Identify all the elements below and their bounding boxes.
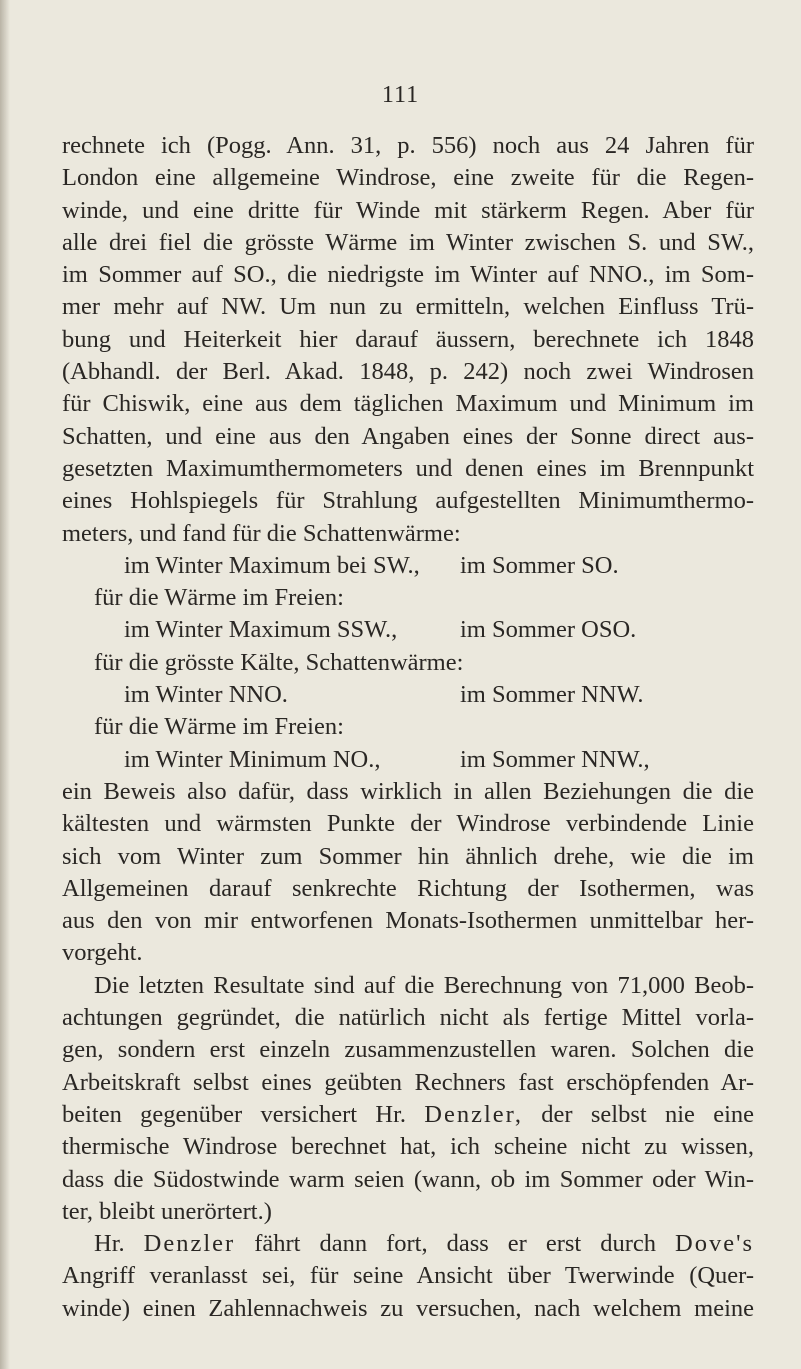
summer-cell: im Sommer NNW., [460, 745, 650, 773]
text-line: vorgeht. [62, 939, 143, 967]
text-fragment: Hr. [94, 1230, 125, 1258]
text-line: Arbeitskraft selbst eines geübten Rechners fast erschöpfenden Ar- [62, 1068, 754, 1096]
text-line: aus den von mir entworfenen Monats-Isothermen unmittelbar her- [62, 907, 754, 935]
paragraph-1 [62, 130, 754, 550]
text-line: rechnete ich (Pogg. Ann. 31, p. 556) noch aus 24 Jahren für [62, 132, 754, 159]
paragraph-2 [62, 776, 754, 970]
summer-cell: im Sommer OSO. [460, 616, 637, 644]
text-line: bung und Heiterkeit hier darauf äussern, berechnete ich 1848 [62, 325, 754, 353]
text-fragment: beiten gegenüber versichert Hr. [62, 1100, 406, 1128]
text-line: winde, und eine dritte für Winde mit stärkerm Regen. Aber für [62, 196, 754, 224]
body-text [62, 130, 754, 1325]
text-line: eines Hohlspiegels für Strahlung aufgestellten Minimumthermo- [62, 487, 754, 515]
wind-table [62, 550, 754, 776]
text-line: achtungen gegründet, die natürlich nicht als fertige Mittel vorla- [62, 1004, 754, 1032]
table-row [62, 679, 754, 711]
text-line: winde) einen Zahlennachweis zu versuchen, nach welchem meine [62, 1294, 754, 1322]
text-line [62, 1099, 754, 1131]
table-group-label: für die Wärme im Freien: [94, 584, 344, 612]
text-line: Allgemeinen darauf senkrechte Richtung der Isothermen, was [62, 874, 754, 902]
winter-cell: im Winter Maximum bei SW., [124, 551, 420, 579]
text-line: thermische Windrose berechnet hat, ich scheine nicht zu wissen, [62, 1133, 754, 1161]
person-name: Denzler [143, 1230, 236, 1258]
text-line: mer mehr auf NW. Um nun zu ermitteln, welchen Einfluss Trü- [62, 293, 754, 321]
text-line: im Sommer auf SO., die niedrigste im Winter auf NNO., im Som- [62, 261, 754, 289]
table-row [62, 744, 754, 776]
text-line: London eine allgemeine Windrose, eine zweite für die Regen- [62, 164, 754, 192]
table-row [62, 614, 754, 646]
person-name: Denzler, [424, 1100, 523, 1128]
table-group-label: für die Wärme im Freien: [94, 713, 344, 741]
summer-cell: im Sommer SO. [460, 551, 619, 579]
text-line: ter, bleibt unerörtert.) [62, 1197, 272, 1225]
person-name: Dove's [675, 1230, 754, 1258]
text-line: kältesten und wärmsten Punkte der Windrose verbindende Linie [62, 810, 754, 838]
winter-cell: im Winter Minimum NO., [124, 745, 381, 773]
paragraph-4 [62, 1228, 754, 1325]
text-line [62, 1228, 754, 1260]
winter-cell: im Winter Maximum SSW., [124, 616, 398, 644]
text-line: alle drei fiel die grösste Wärme im Winter zwischen S. und SW., [62, 228, 754, 256]
text-fragment: fährt dann fort, dass er erst durch [254, 1230, 656, 1258]
text-line: dass die Südostwinde warm seien (wann, ob im Sommer oder Win- [62, 1165, 754, 1193]
text-line: sich vom Winter zum Sommer hin ähnlich drehe, wie die im [62, 842, 754, 870]
text-fragment: der selbst nie eine [541, 1100, 754, 1128]
text-line: (Abhandl. der Berl. Akad. 1848, p. 242) noch zwei Windrosen [62, 358, 754, 386]
page-edge-shadow [0, 0, 10, 1369]
text-line: für Chiswik, eine aus dem täglichen Maximum und Minimum im [62, 390, 754, 418]
text-line: meters, und fand für die Schattenwärme: [62, 519, 461, 547]
text-line: ein Beweis also dafür, dass wirklich in allen Beziehungen die die [62, 777, 754, 805]
table-row [62, 550, 754, 582]
text-line: gesetzten Maximumthermometers und denen eines im Brennpunkt [62, 454, 754, 482]
text-line: gen, sondern erst einzeln zusammenzustellen waren. Solchen die [62, 1036, 754, 1064]
paragraph-3 [62, 970, 754, 1228]
page-number: 111 [381, 82, 420, 108]
summer-cell: im Sommer NNW. [460, 681, 644, 709]
text-line: Angriff veranlasst sei, für seine Ansicht über Twerwinde (Quer- [62, 1262, 754, 1290]
text-line: Schatten, und eine aus den Angaben eines der Sonne direct aus- [62, 422, 754, 450]
table-group-label: für die grösste Kälte, Schattenwärme: [94, 648, 464, 676]
text-line: Die letzten Resultate sind auf die Berechnung von 71,000 Beob- [94, 971, 754, 999]
winter-cell: im Winter NNO. [124, 681, 288, 709]
